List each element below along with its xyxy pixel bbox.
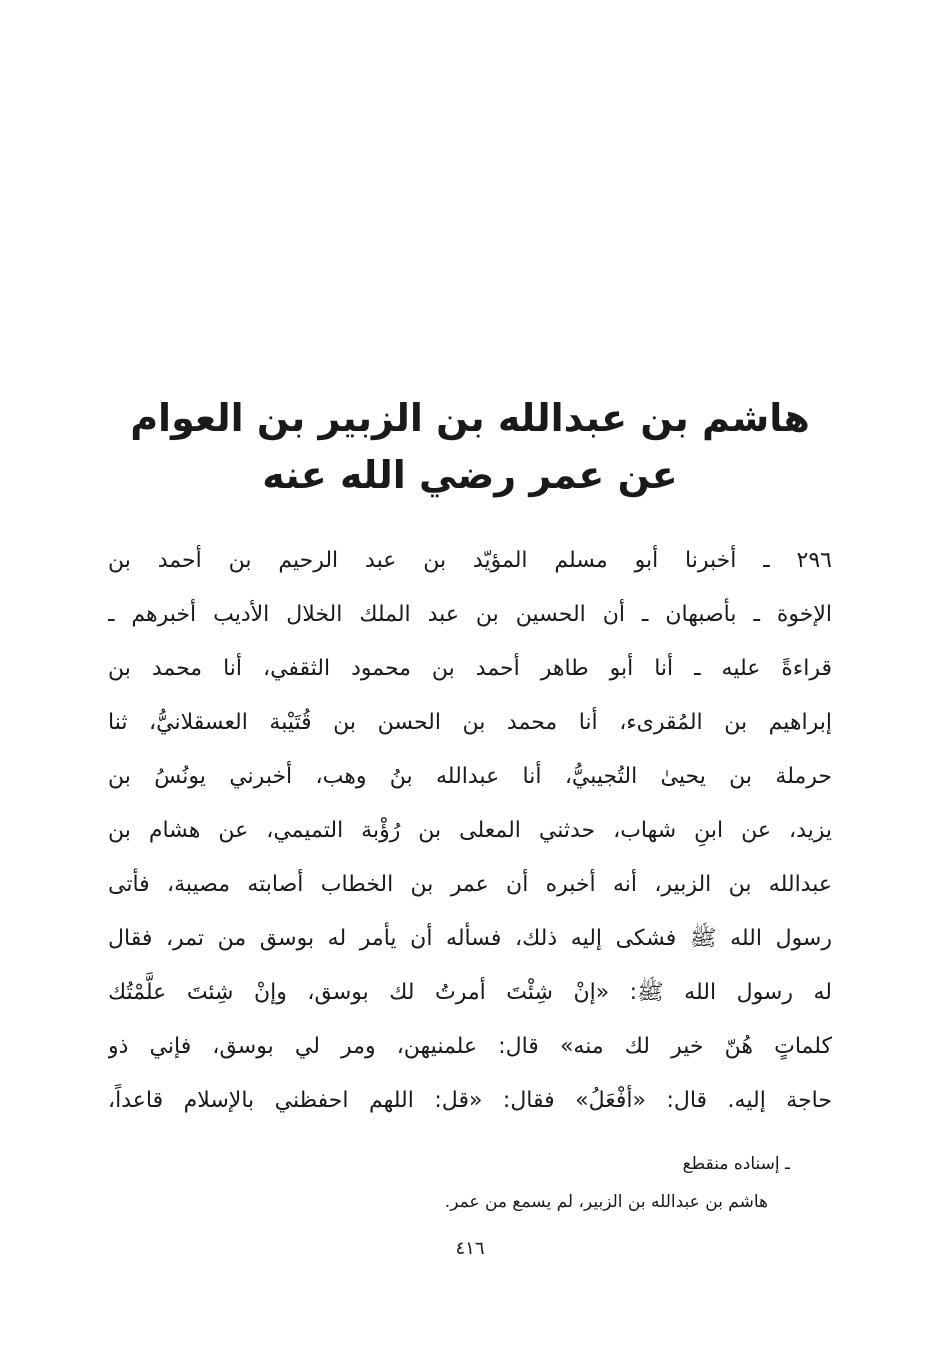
text-line: له رسول الله ﷺ: «إنْ شِئْتَ أمرتُ لك بوسق، وإنْ شِئتَ علَّمْتُك — [108, 980, 832, 1005]
text-line: قراءةً عليه ـ أنا أبو طاهر أحمد بن محمود الثقفي، أنا محمد بن — [108, 656, 832, 681]
text-line: كلماتٍ هُنّ خير لك منه» قال: علمنيهن، ومر لي بوسق، فإني ذو — [108, 1034, 832, 1059]
text-line: عبدالله بن الزبير، أنه أخبره أن عمر بن الخطاب أصابته مصيبة، فأتى — [108, 872, 832, 897]
footnotes — [230, 1145, 790, 1221]
chapter-heading-line-1: هاشم بن عبدالله بن الزبير بن العوام — [130, 396, 810, 440]
text-line: الإخوة ـ بأصبهان ـ أن الحسين بن عبد الملك الخلال الأديب أخبرهم ـ — [108, 602, 832, 627]
footnote-line: ـ إسناده منقطع — [682, 1154, 790, 1174]
footnote-line: هاشم بن عبدالله بن الزبير، لم يسمع من عمر. — [444, 1192, 768, 1212]
hadith-text — [108, 534, 832, 1128]
text-line: إبراهيم بن المُقرىء، أنا محمد بن الحسن بن قُتَيْبة العسقلانيُّ، ثنا — [108, 710, 832, 735]
text-line: حاجة إليه. قال: «أفْعَلُ» فقال: «قل: اللهم احفظني بالإسلام قاعداً، — [108, 1088, 832, 1113]
text-line: يزيد، عن ابنِ شهاب، حدثني المعلى بن رُؤْبة التميمي، عن هشام بن — [108, 818, 832, 843]
text-line: رسول الله ﷺ فشكى إليه ذلك، فسأله أن يأمر له بوسق من تمر، فقال — [108, 926, 832, 951]
chapter-heading-line-2: عن عمر رضي الله عنه — [262, 453, 678, 497]
page-number: ٤١٦ — [455, 1238, 485, 1259]
text-line: ٢٩٦ ـ أخبرنا أبو مسلم المؤيّد بن عبد الرحيم بن أحمد بن — [108, 548, 832, 573]
text-line: حرملة بن يحيىٰ التُجيبيُّ، أنا عبدالله بنُ وهب، أخبرني يونُسُ بن — [108, 764, 832, 789]
